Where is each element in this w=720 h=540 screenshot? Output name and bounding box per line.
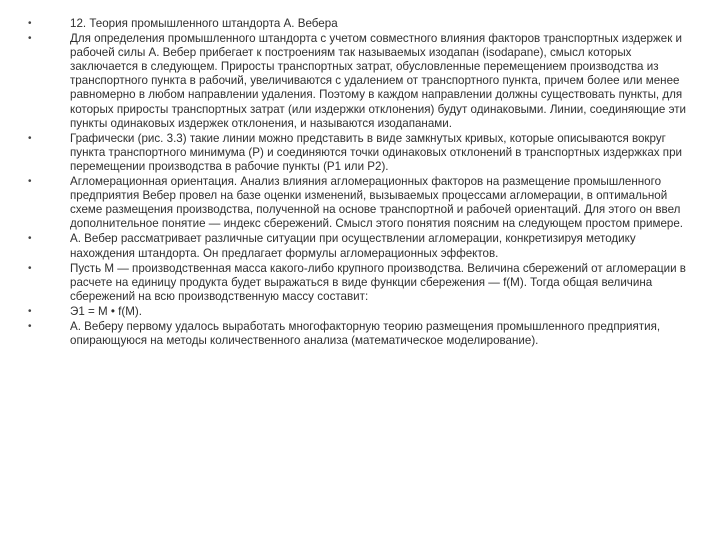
bullet-icon: • xyxy=(28,33,32,45)
bullet-icon: • xyxy=(28,262,32,274)
list-item xyxy=(26,32,696,131)
list-item-text: А. Веберу первому удалось выработать многофакторную теорию размещения промышленного предприятия, опирающуюся на методы количественного анализа (математическое моделирование). xyxy=(70,319,661,348)
list-item-text: Агломерационная ориентация. Анализ влияния агломерационных факторов на размещение промышленного предприятия Вебер провел на базе оценки изменений, вызываемых процессами агломерации, в оптимальной схеме размещения производства, полученной на основе транспортной и рабочей ориентаций. Для этого он ввел дополнительное понятие — индекс сбережений. Смысл этого понятия поясним на следующем простом примере. xyxy=(70,175,684,231)
list-item-text: А. Вебер рассматривает различные ситуации при осуществлении агломерации, конкретизируя методику нахождения штандорта. Он предлагает формулы агломерационных эффектов. xyxy=(70,232,636,260)
bullet-icon: • xyxy=(28,233,32,245)
list-item-title: 12. Теория промышленного штандорта А. Вебера xyxy=(70,17,338,30)
list-item xyxy=(26,320,696,348)
list-item xyxy=(26,262,696,304)
list-item xyxy=(26,175,696,231)
formula-text: Э1 = М • f(М). xyxy=(70,304,142,318)
bullet-icon: • xyxy=(28,305,32,317)
list-item xyxy=(26,305,696,319)
list-item-text: Для определения промышленного штандорта с учетом совместного влияния факторов транспортных издержек и рабочей силы А. Вебер прибегает к построениям так называемых изодапан (isodapane), смысл которых заключается в следующем. Приросты транспортных затрат, обусловленные перемещением производства из транспортного пункта в рабочий, увеличиваются с удалением от транспортного пункта, причем более или менее равномерно в любом направлении удаления. Поэтому в каждом направлении должны существовать пункты, для которых приросты транспортных затрат (или издержки отклонения) будут одинаковыми. Линии, соединяющие эти пункты одинаковых издержек отклонения, и называются изодапанами. xyxy=(70,32,687,130)
list-item xyxy=(26,132,696,174)
bullet-icon: • xyxy=(28,320,32,332)
list-item xyxy=(26,17,696,31)
list-item-text: Пусть М — производственная масса какого-либо крупного производства. Величина сбережений от агломерации в расчете на единицу продукта будет выражаться в виде функции сбережения — f(М). Тогда общая величина сбережений на всю производственную массу составит: xyxy=(70,261,686,303)
bullet-icon: • xyxy=(28,18,32,29)
bullet-icon: • xyxy=(28,132,32,144)
list-item xyxy=(26,232,696,260)
bullet-list xyxy=(26,17,696,349)
bullet-icon: • xyxy=(28,176,32,188)
list-item-text: Графически (рис. 3.3) такие линии можно представить в виде замкнутых кривых, которые описываются вокруг пункта транспортного минимума (Р) и соединяются точки одинаковых отклонений в транспортных издержках при перемещении производства в рабочие пункты (Р1 или Р2). xyxy=(70,131,682,173)
